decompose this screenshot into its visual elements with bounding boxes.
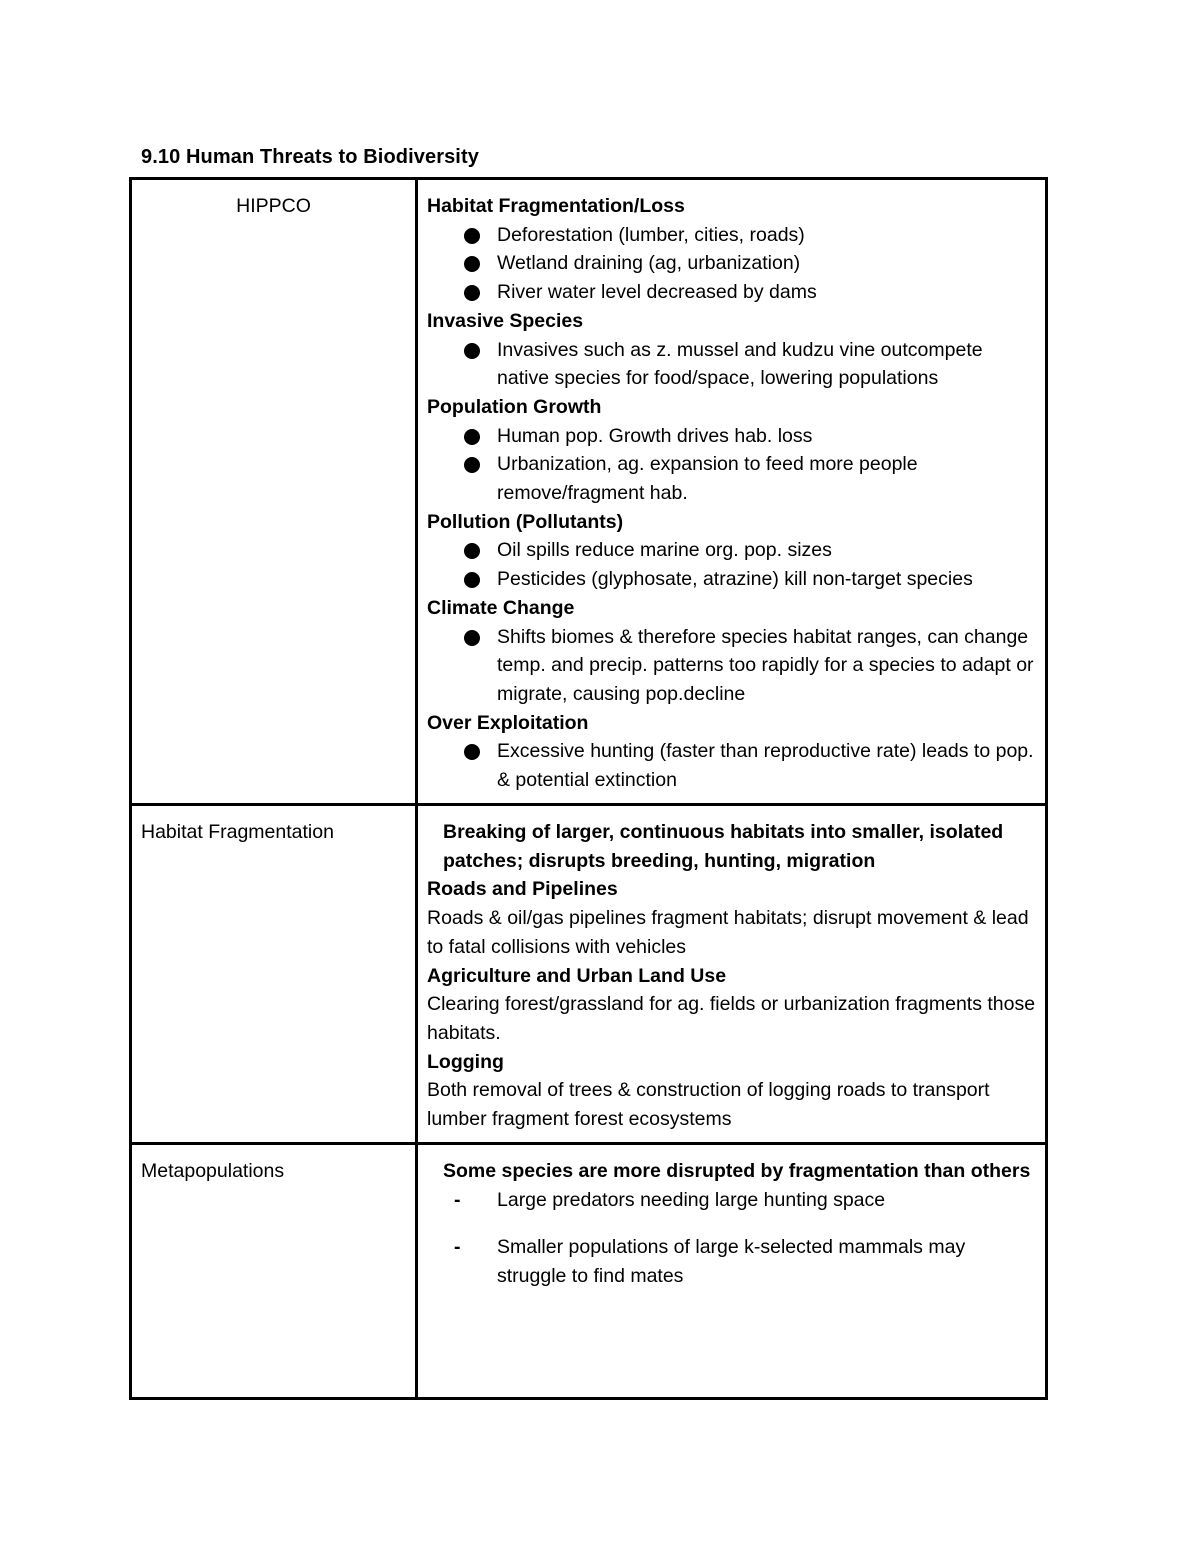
row-lead-text: Breaking of larger, continuous habitats into smaller, isolated patches; disrupts breeding, hunting, migration [443, 821, 1004, 872]
bullet-list [427, 536, 1039, 593]
bullet-list [427, 623, 1039, 709]
bullet-list [427, 422, 1039, 508]
section-heading: Agriculture and Urban Land Use [427, 964, 727, 987]
bullet-item: Excessive hunting (faster than reproductive rate) leads to pop. & potential extinction [497, 737, 1039, 794]
bullet-item: Shifts biomes & therefore species habitat ranges, can change temp. and precip. patterns too rapidly for a species to adapt or migrate, causing pop.decline [497, 623, 1039, 709]
bullet-item: Invasives such as z. mussel and kudzu vine outcompete native species for food/space, lowering populations [497, 336, 1039, 393]
bullet-item: Deforestation (lumber, cities, roads) [497, 221, 1039, 250]
row-label-habitat-fragmentation: Habitat Fragmentation [131, 805, 417, 1144]
row-label-hippco: HIPPCO [131, 179, 417, 805]
dash-item: - Large predators needing large hunting space [497, 1186, 1039, 1215]
section-text: Both removal of trees & construction of logging roads to transport lumber fragment forest ecosystems [427, 1079, 990, 1131]
section-heading: Roads and Pipelines [427, 878, 618, 901]
section-heading: Habitat Fragmentation/Loss [427, 195, 685, 217]
section-heading: Over Exploitation [427, 711, 589, 734]
bullet-item: River water level decreased by dams [497, 278, 1039, 307]
bullet-item: Urbanization, ag. expansion to feed more people remove/fragment hab. [497, 450, 1039, 507]
table-row-metapopulations [131, 1144, 1047, 1399]
table-row-hippco [131, 179, 1047, 805]
bullet-list [427, 336, 1039, 393]
dash-item: - Smaller populations of large k-selected mammals may struggle to find mates [497, 1233, 1039, 1290]
row-lead-text: Some species are more disrupted by fragmentation than others [443, 1160, 1031, 1182]
bullet-item: Oil spills reduce marine org. pop. sizes [497, 536, 1039, 565]
section-text: Clearing forest/grassland for ag. fields or urbanization fragments those habitats. [427, 993, 1036, 1044]
section-text: Roads & oil/gas pipelines fragment habitats; disrupt movement & lead to fatal collisions with vehicles [427, 907, 1029, 958]
dash-list [427, 1186, 1039, 1291]
notes-table [129, 177, 1048, 1400]
table-row-habitat-fragmentation [131, 805, 1047, 1144]
document-title: 9.10 Human Threats to Biodiversity [141, 146, 479, 168]
section-heading: Population Growth [427, 395, 602, 418]
bullet-item: Pesticides (glyphosate, atrazine) kill non-target species [497, 565, 1039, 594]
bullet-item: Wetland draining (ag, urbanization) [497, 249, 1039, 278]
section-heading: Logging [427, 1050, 504, 1073]
section-heading: Invasive Species [427, 309, 584, 332]
section-heading: Pollution (Pollutants) [427, 510, 624, 533]
section-heading: Climate Change [427, 596, 575, 619]
bullet-list [427, 221, 1039, 307]
row-content-metapopulations [417, 1144, 1047, 1399]
bullet-list [427, 737, 1039, 794]
bullet-item: Human pop. Growth drives hab. loss [497, 422, 1039, 451]
row-label-metapopulations: Metapopulations [131, 1144, 417, 1399]
row-content-habitat-fragmentation [417, 805, 1047, 1144]
row-content-hippco [417, 179, 1047, 805]
